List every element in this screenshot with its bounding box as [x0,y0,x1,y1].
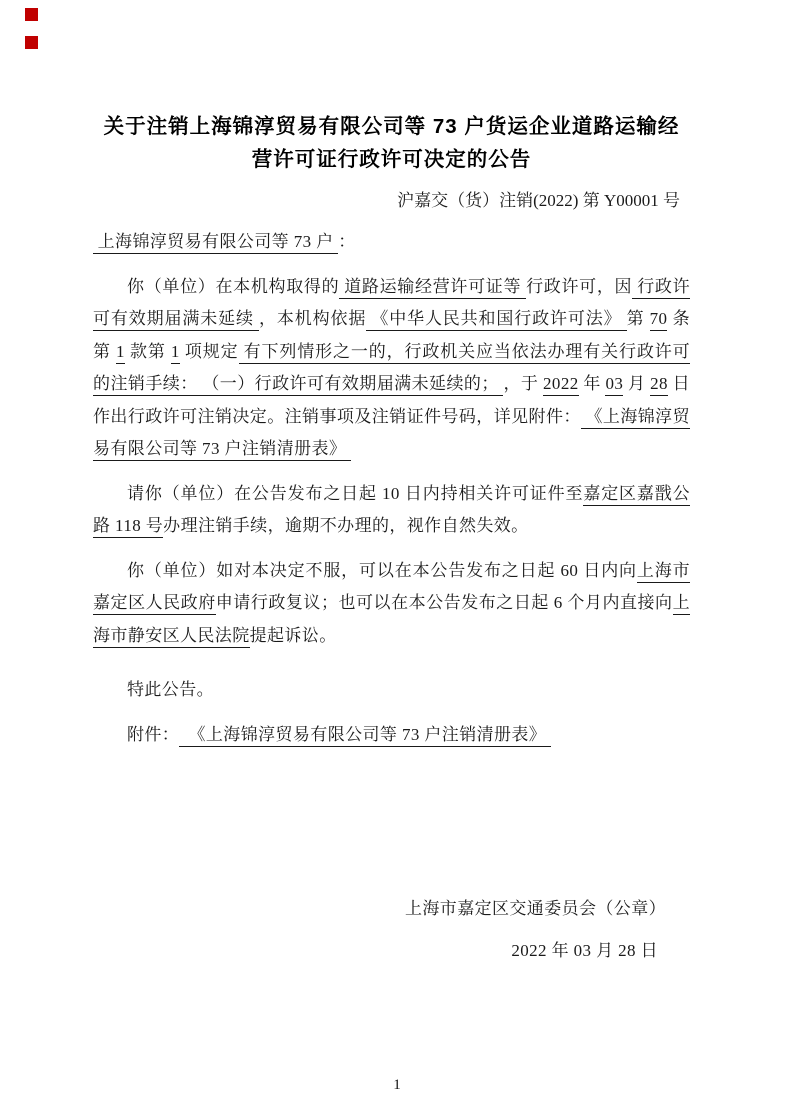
document-title-line-1: 关于注销上海锦淳贸易有限公司等 73 户货运企业道路运输经 [103,115,680,138]
underlined-text-run: 70 [650,309,668,331]
underlined-text-run: 有下列情形之一的，行政机关应当依法办理有关行政许可的注销手续： （一）行政许可有效期届满未延续的； [93,342,690,397]
document-number: 沪嘉交（货）注销(2022) 第 Y00001 号 [397,191,680,210]
page-number: 1 [393,1077,401,1093]
underlined-text-run: 1 [116,342,125,364]
underlined-text-run: 03 [605,374,623,396]
underlined-text-run: 《上海锦淳贸易有限公司等 73 户注销清册表》 [93,407,690,462]
text-run: 项规定 [179,341,239,361]
text-run: 提起诉讼。 [249,625,337,645]
underlined-text-run: 道路运输经营许可证等 [339,277,526,299]
text-run: 请你（单位）在公告发布之日起 10 日内持相关许可证件至 [127,483,584,503]
issue-date: 2022 年 03 月 28 日 [511,941,658,960]
text-run: ，于 [503,374,544,393]
attachment-line [93,719,690,752]
underlined-text-run: 2022 [543,374,579,396]
text-run: 日作出行政许可注销决定。注销事项及注销证件号码，详见附件： [93,374,691,426]
document-title-line-2: 营许可证行政许可决定的公告 [251,148,532,171]
closing-line: 特此公告。 [127,680,214,699]
underlined-text-run: 上海锦淳贸易有限公司等 73 户 [93,232,338,254]
text-run: 条第 [93,309,690,361]
salutation-line [93,226,690,259]
document-body [93,226,690,964]
underlined-text-run: 上海市嘉定区人民政府 [93,561,690,616]
underlined-text-run: 上海市静安区人民法院 [93,593,690,648]
text-run: 你（单位）如对本决定不服，可以在本公告发布之日起 60 日内向 [127,560,637,580]
document-title [93,110,690,176]
issuer-signature: 上海市嘉定区交通委员会（公章） [405,899,666,918]
underlined-text-run: 嘉定区嘉戬公路 118 号 [93,484,690,539]
text-run: 你（单位）在本机构取得的 [127,276,340,296]
text-run: 行政许可，因 [526,276,633,296]
underlined-text-run: 1 [171,342,180,364]
underlined-text-run: 《上海锦淳贸易有限公司等 73 户注销清册表》 [179,725,551,747]
text-run: 第 [626,309,650,328]
text-run: 申请行政复议；也可以在本公告发布之日起 6 个月内直接向 [215,593,673,612]
paragraph-decision [93,271,690,466]
text-run: 附件： [127,724,180,744]
underlined-text-run: 行政许可有效期届满未延续 [93,277,690,332]
text-run: 月 [623,374,651,393]
text-run: 款第 [124,341,171,361]
text-run: 年 [578,374,606,393]
text-run: ，本机构依据 [258,309,367,328]
text-run: ： [338,232,356,251]
underlined-text-run: 28 [650,374,668,396]
paragraph-deadline [93,478,690,543]
text-run: 办理注销手续，逾期不办理的，视作自然失效。 [163,516,529,535]
underlined-text-run: 《中华人民共和国行政许可法》 [366,309,626,331]
paragraph-appeal [93,555,690,653]
